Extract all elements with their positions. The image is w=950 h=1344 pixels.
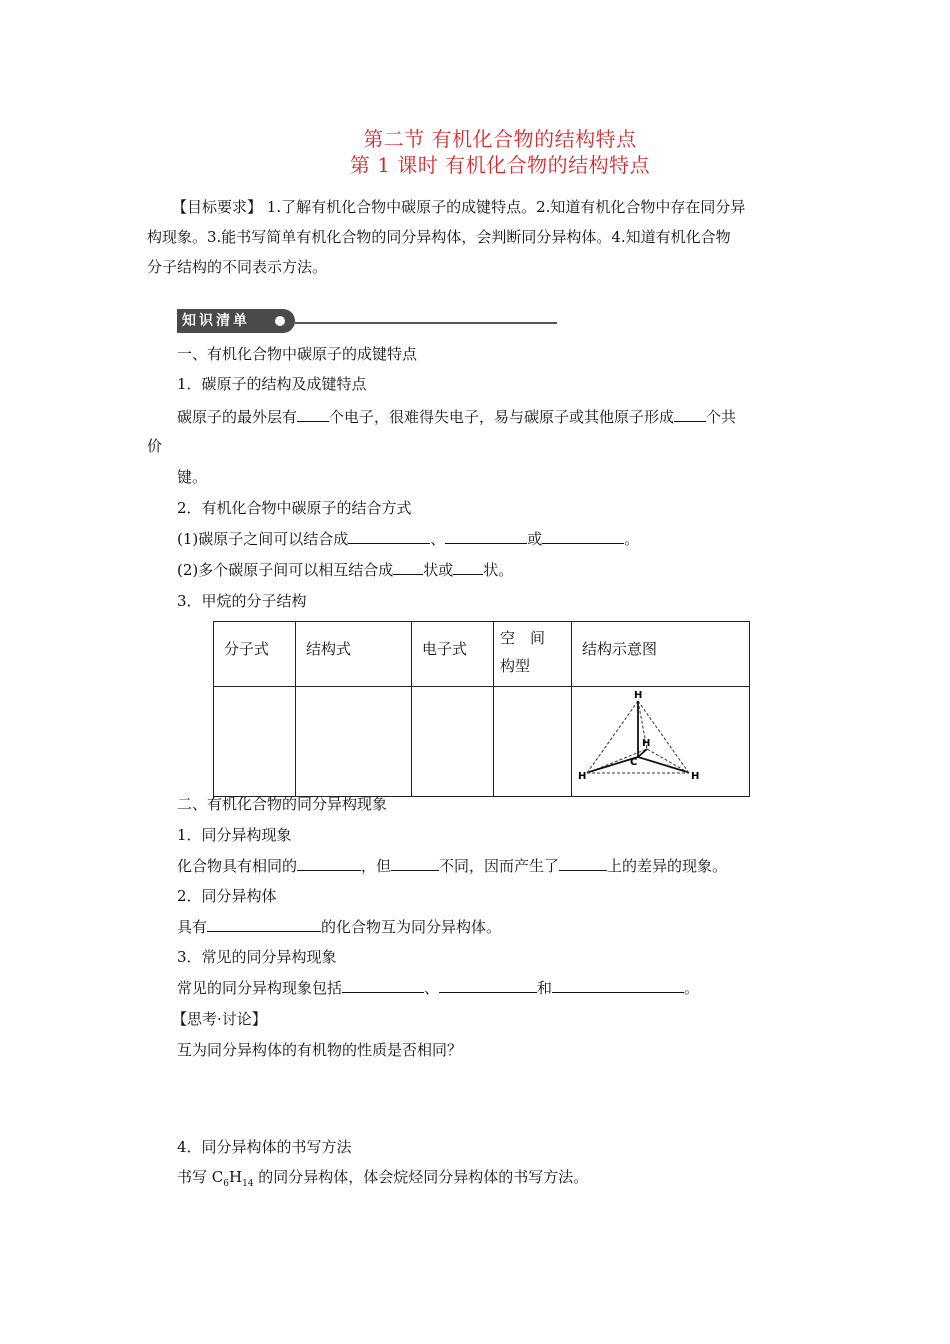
carbon-atom-label: C [630,757,638,768]
methane-structure-table [213,621,750,797]
answer-blank[interactable] [348,527,430,544]
answer-blank[interactable] [297,854,361,871]
header-structure-diagram: 结构示意图 [572,622,750,687]
answer-blank[interactable] [342,976,424,993]
p2-item2-heading: 2．同分异构体 [177,887,277,905]
header-electron-formula: 电子式 [412,622,494,687]
p2-item3-heading: 3．常见的同分异构现象 [177,948,337,966]
answer-cell-formula[interactable] [214,687,296,797]
hydrogen-atom-label: H [642,738,651,749]
item2-heading: 2．有机化合物中碳原子的结合方式 [177,499,412,517]
methane-tetrahedron-diagram [572,687,750,796]
p2-item4-heading: 4．同分异构体的书写方法 [177,1138,352,1156]
header-rule [295,322,557,324]
objectives-line-1: 【目标要求】 1.了解有机化合物中碳原子的成键特点。2.知道有机化合物中存在同分异 [172,198,746,216]
item3-heading: 3．甲烷的分子结构 [177,592,307,610]
hydrogen-atom-label: H [578,771,587,782]
answer-blank[interactable] [674,405,706,422]
part1-heading: 一、有机化合物中碳原子的成键特点 [177,345,418,363]
item1-text: 碳原子的最外层有 个电子，很难得失电子，易与碳原子或其他原子形成 个共 [177,405,736,428]
answer-cell-spatial-configuration[interactable] [494,687,572,797]
answer-blank[interactable] [393,558,423,575]
item2-line1: (1)碳原子之间可以结合成 、 或 。 [177,527,639,550]
section-title: 第二节 有机化合物的结构特点 [363,127,637,151]
p2-item1-text: 化合物具有相同的 ，但 不同，因而产生了 上的差异的现象。 [177,854,727,877]
answer-blank[interactable] [552,976,684,993]
answer-blank[interactable] [559,854,607,871]
bullet-dot-icon [275,316,285,326]
objectives-label: 【目标要求】 [172,198,263,216]
item2-line2: (2)多个碳原子间可以相互结合成 状或 状。 [177,558,513,581]
p2-item4-text: 书写 $C_6H_{14}$ 的同分异构体，体会烷烃同分异构体的书写方法。 [177,1168,589,1189]
objectives-line-3: 分子结构的不同表示方法。 [147,258,328,276]
diagram-cell [572,687,750,797]
hydrogen-atom-label: H [634,690,643,701]
p2-item3-text: 常见的同分异构现象包括 、 和 。 [177,976,699,999]
discussion-label: 【思考·讨论】 [172,1010,267,1028]
p2-item1-heading: 1．同分异构现象 [177,826,292,844]
item1-heading: 1．碳原子的结构及成键特点 [177,375,367,393]
p2-item2-text: 具有 的化合物互为同分异构体。 [177,915,501,938]
header-formula: 分子式 [214,622,296,687]
answer-blank[interactable] [445,527,527,544]
lesson-title: 第 1 课时 有机化合物的结构特点 [349,153,651,177]
header-structural-formula: 结构式 [296,622,412,687]
section-label: 知识清单 [177,309,295,333]
answer-blank[interactable] [542,527,624,544]
answer-blank[interactable] [207,915,321,932]
answer-blank[interactable] [391,854,439,871]
hydrogen-atom-label: H [691,771,700,782]
answer-cell-structural-formula[interactable] [296,687,412,797]
answer-cell-electron-formula[interactable] [412,687,494,797]
header-spatial-configuration: 空 间 构型 [494,622,572,687]
item1-text-end: 键。 [177,468,208,486]
knowledge-list-header [177,309,557,333]
answer-blank[interactable] [297,405,329,422]
discussion-question: 互为同分异构体的有机物的性质是否相同？ [177,1041,463,1059]
answer-blank[interactable] [439,976,537,993]
answer-blank[interactable] [453,558,483,575]
item1-text-wrap: 价 [147,437,163,455]
part2-heading: 二、有机化合物的同分异构现象 [177,795,388,813]
objectives-line-2: 构现象。3.能书写简单有机化合物的同分异构体，会判断同分异构体。4.知道有机化合物 [147,228,731,246]
